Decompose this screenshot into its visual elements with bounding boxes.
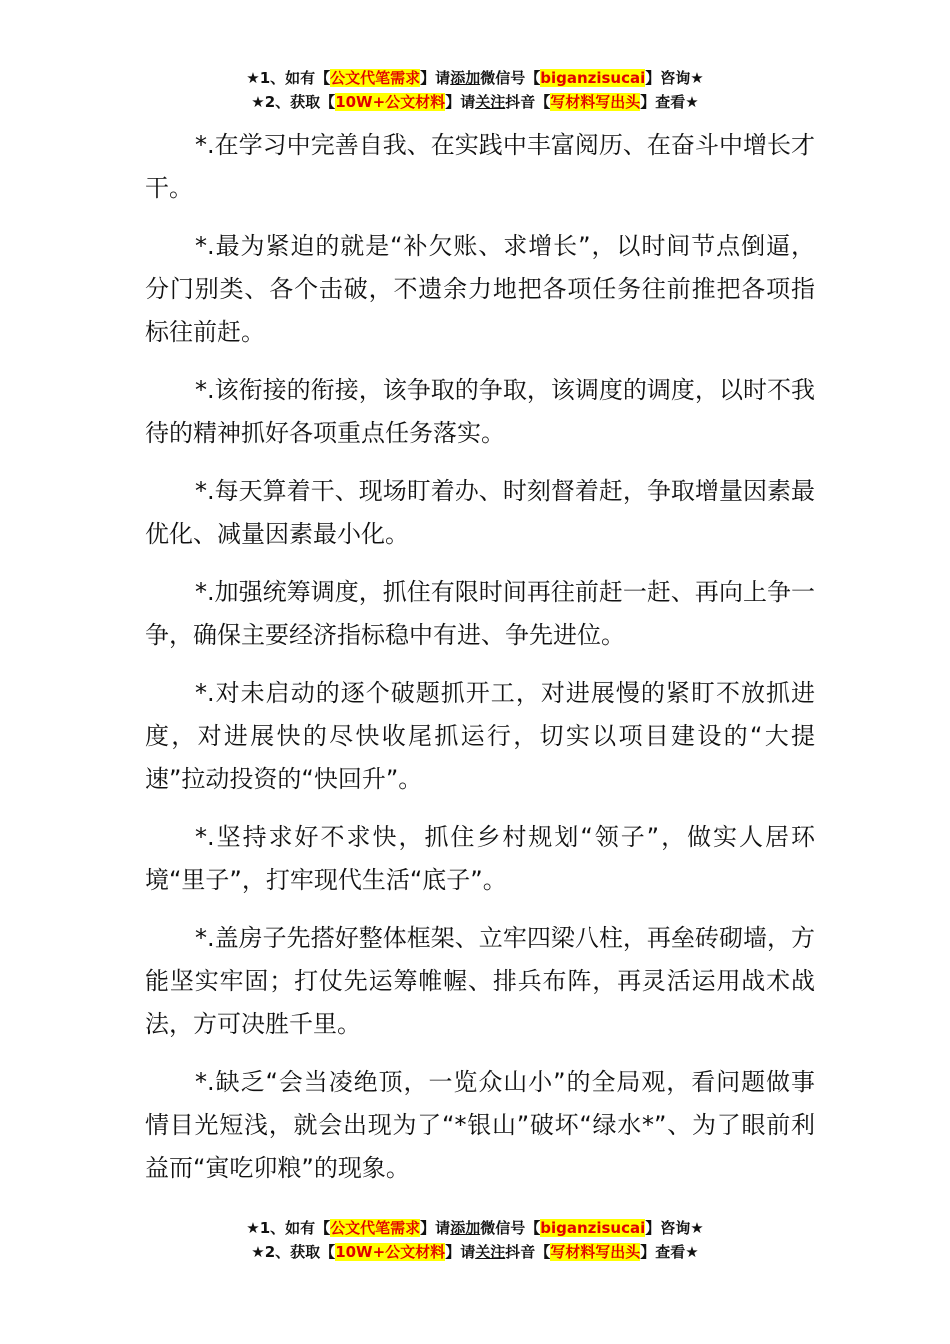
banner-text: ★1、如有【 [246, 69, 331, 87]
banner-highlight: 10W+公文材料 [335, 93, 446, 111]
banner-text: 】查看★ [640, 1243, 699, 1261]
paragraph: *.加强统筹调度，抓住有限时间再往前赶一赶、再向上争一争，确保主要经济指标稳中有进、争先进位。 [145, 578, 815, 649]
banner-text: 】咨询★ [645, 1219, 704, 1237]
banner-line-1 [0, 66, 950, 90]
banner-line-1 [0, 1216, 950, 1240]
banner-text: ★2、获取【 [251, 93, 336, 111]
paragraph: *.每天算着干、现场盯着办、时刻督着赶，争取增量因素最优化、减量因素最小化。 [145, 477, 815, 548]
banner-text: ★1、如有【 [246, 1219, 331, 1237]
paragraph: *.最为紧迫的就是“补欠账、求增长”，以时间节点倒逼，分门别类、各个击破，不遗余力地把各项任务往前推把各项指标往前赶。 [145, 232, 815, 346]
paragraph: *.该衔接的衔接，该争取的争取，该调度的调度，以时不我待的精神抓好各项重点任务落实。 [145, 376, 815, 447]
banner-text: 】请 [420, 69, 451, 87]
banner-line-2 [0, 90, 950, 114]
banner-highlight: 写材料写出头 [550, 1243, 641, 1261]
banner-text: 】请 [445, 1243, 476, 1261]
banner-highlight: 公文代笔需求 [330, 69, 421, 87]
banner-underlined: 关注 [475, 93, 506, 111]
banner-text: 抖音【 [505, 93, 551, 111]
banner-text: 】咨询★ [645, 69, 704, 87]
banner-line-2 [0, 1240, 950, 1264]
banner-highlight: biganzisucai [540, 69, 646, 87]
banner-text: 】请 [420, 1219, 451, 1237]
banner-text: 抖音【 [505, 1243, 551, 1261]
banner-underlined: 添加 [450, 1219, 481, 1237]
paragraph: *.在学习中完善自我、在实践中丰富阅历、在奋斗中增长才干。 [145, 131, 815, 202]
banner-text: ★2、获取【 [251, 1243, 336, 1261]
footer-banner [0, 1216, 950, 1264]
banner-highlight: 公文代笔需求 [330, 1219, 421, 1237]
banner-text: 微信号【 [480, 69, 541, 87]
banner-text: 】查看★ [640, 93, 699, 111]
banner-underlined: 关注 [475, 1243, 506, 1261]
banner-underlined: 添加 [450, 69, 481, 87]
paragraph: *.对未启动的逐个破题抓开工，对进展慢的紧盯不放抓进度，对进展快的尽快收尾抓运行，切实以项目建设的“大提速”拉动投资的“快回升”。 [145, 679, 815, 793]
paragraph: *.缺乏“会当凌绝顶，一览众山小”的全局观，看问题做事情目光短浅，就会出现为了“*银山”破坏“绿水*”、为了眼前利益而“寅吃卯粮”的现象。 [145, 1068, 815, 1182]
banner-text: 微信号【 [480, 1219, 541, 1237]
paragraph: *.盖房子先搭好整体框架、立牢四梁八柱，再垒砖砌墙，方能坚实牢固；打仗先运筹帷幄、排兵布阵，再灵活运用战术战法，方可决胜千里。 [145, 924, 815, 1038]
header-banner [0, 66, 950, 114]
banner-text: 】请 [445, 93, 476, 111]
banner-highlight: biganzisucai [540, 1219, 646, 1237]
paragraph: *.坚持求好不求快，抓住乡村规划“领子”，做实人居环境“里子”，打牢现代生活“底子”。 [145, 823, 815, 894]
document-body [145, 124, 815, 1205]
banner-highlight: 写材料写出头 [550, 93, 641, 111]
banner-highlight: 10W+公文材料 [335, 1243, 446, 1261]
